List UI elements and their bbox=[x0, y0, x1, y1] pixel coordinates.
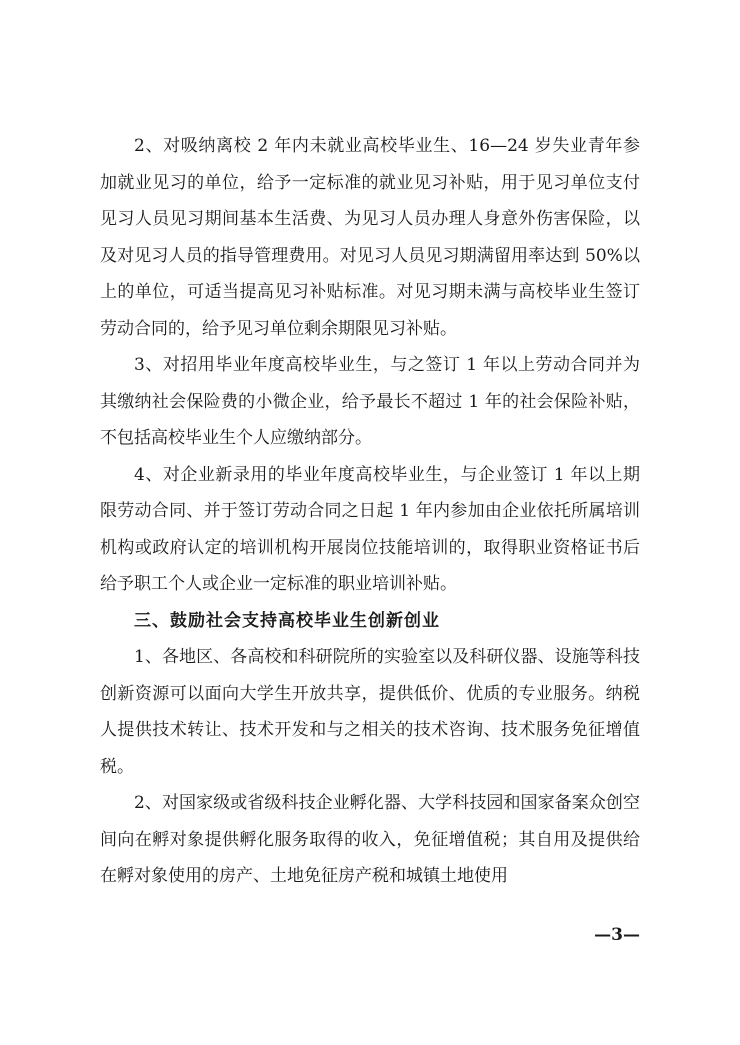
paragraph-1-shared-resources: 1、各地区、各高校和科研院所的实验室以及科研仪器、设施等科技创新资源可以面向大学生开放共享，提供低价、优质的专业服务。纳税人提供技术转让、技术开发和与之相关的技术咨询、技术服务免征增值税。 bbox=[100, 647, 640, 777]
paragraph-2-internship-subsidy: 2、对吸纳离校 2 年内未就业高校毕业生、16—24 岁失业青年参加就业见习的单位，给予一定标准的就业见习补贴，用于见习单位支付见习人员见习期间基本生活费、为见习人员办理人身意外伤害保险，以及对见习人员的指导管理费用。对见习人员见习期满留用率达到 50%以上的单位，可适当提高见习补贴标准。对见习期未满与高校毕业生签订劳动合同的，给予见习单位剩余期限见习补贴。 bbox=[100, 136, 640, 339]
page-number: —3— bbox=[594, 925, 640, 945]
paragraph-3-social-insurance-subsidy: 3、对招用毕业年度高校毕业生，与之签订 1 年以上劳动合同并为其缴纳社会保险费的小微企业，给予最长不超过 1 年的社会保险补贴，不包括高校毕业生个人应缴纳部分。 bbox=[100, 355, 640, 448]
paragraph-2-incubator-tax: 2、对国家级或省级科技企业孵化器、大学科技园和国家备案众创空间向在孵对象提供孵化服务取得的收入，免征增值税；其自用及提供给在孵对象使用的房产、土地免征房产税和城镇土地使用 bbox=[100, 793, 640, 886]
document-body bbox=[100, 128, 640, 895]
paragraph-4-training-subsidy: 4、对企业新录用的毕业年度高校毕业生，与企业签订 1 年以上期限劳动合同、并于签订劳动合同之日起 1 年内参加由企业依托所属培训机构或政府认定的培训机构开展岗位技能培训的，取得职业资格证书后给予职工个人或企业一定标准的职业培训补贴。 bbox=[100, 464, 640, 594]
section-heading-3: 三、鼓励社会支持高校毕业生创新创业 bbox=[134, 610, 440, 631]
